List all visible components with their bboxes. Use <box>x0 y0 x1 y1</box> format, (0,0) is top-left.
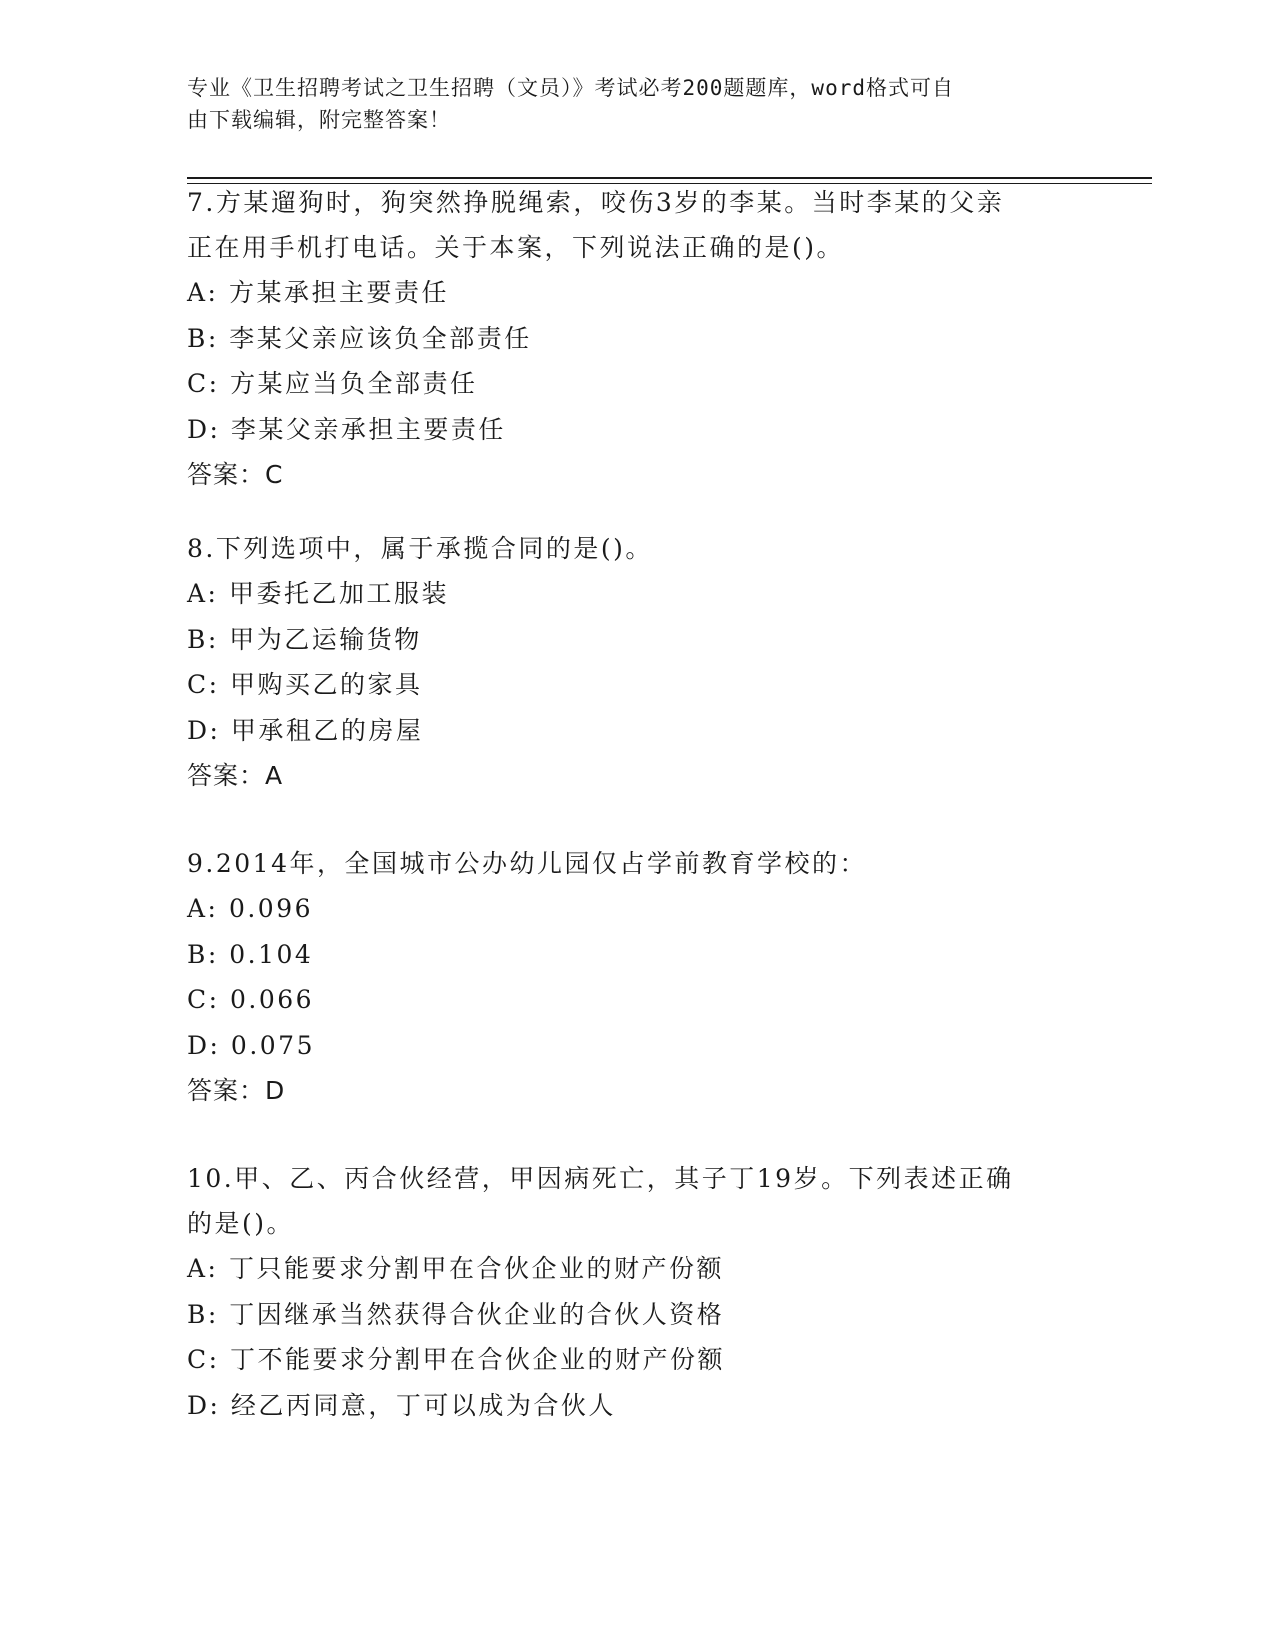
option-text: 0.104 <box>229 939 314 969</box>
question-8 <box>187 526 1067 799</box>
option-key: B: <box>187 939 219 969</box>
option-key: A: <box>187 278 219 307</box>
option-c <box>187 1337 1067 1383</box>
option-text: 甲为乙运输货物 <box>229 624 422 654</box>
option-text: 李某父亲承担主要责任 <box>230 414 506 444</box>
option-key: C: <box>187 1345 220 1374</box>
option-text: 0.066 <box>230 985 315 1014</box>
option-text: 0.075 <box>230 1030 315 1060</box>
answer-line: 答案：D <box>187 1076 286 1105</box>
document-header <box>187 72 1067 136</box>
option-c <box>187 662 1067 708</box>
option-key: B: <box>187 1299 219 1329</box>
option-key: B: <box>187 624 219 654</box>
option-key: C: <box>187 369 220 398</box>
question-stem-line: 8.下列选项中，属于承揽合同的是()。 <box>187 534 653 563</box>
header-line-2: 由下载编辑，附完整答案！ <box>187 108 451 132</box>
option-b <box>187 316 1067 362</box>
option-text: 方某承担主要责任 <box>228 278 449 307</box>
option-d <box>187 1383 1067 1429</box>
question-stem-line: 的是()。 <box>187 1209 295 1238</box>
answer-line: 答案：C <box>187 460 284 489</box>
option-key: C: <box>187 670 220 699</box>
option-text: 0.096 <box>228 894 314 923</box>
option-b <box>187 1292 1067 1338</box>
option-key: D: <box>187 414 221 444</box>
option-text: 丁因继承当然获得合伙企业的合伙人资格 <box>229 1299 725 1329</box>
option-a <box>187 270 1067 316</box>
option-key: A: <box>187 579 219 608</box>
option-text: 经乙丙同意，丁可以成为合伙人 <box>230 1390 616 1420</box>
option-b <box>187 932 1067 978</box>
question-stem-line: 10.甲、乙、丙合伙经营，甲因病死亡，其子丁19岁。下列表述正确 <box>187 1164 1014 1193</box>
option-c <box>187 977 1067 1023</box>
option-text: 丁不能要求分割甲在合伙企业的财产份额 <box>230 1345 726 1374</box>
question-stem-line: 9.2014年，全国城市公办幼儿园仅占学前教育学校的： <box>187 849 867 878</box>
option-a <box>187 886 1067 932</box>
option-d <box>187 1023 1067 1069</box>
option-text: 甲委托乙加工服装 <box>228 579 449 608</box>
option-text: 丁只能要求分割甲在合伙企业的财产份额 <box>228 1254 724 1283</box>
header-divider-thick <box>187 177 1152 179</box>
question-stem-line: 正在用手机打电话。关于本案，下列说法正确的是()。 <box>187 233 845 262</box>
question-9 <box>187 841 1067 1114</box>
option-key: A: <box>187 894 219 923</box>
option-c <box>187 361 1067 407</box>
option-a <box>187 571 1067 617</box>
answer-line: 答案：A <box>187 761 284 790</box>
option-text: 方某应当负全部责任 <box>230 369 478 398</box>
question-7 <box>187 180 1067 498</box>
option-d <box>187 708 1067 754</box>
option-key: B: <box>187 323 219 353</box>
option-b <box>187 617 1067 663</box>
question-stem-line: 7.方某遛狗时，狗突然挣脱绳索，咬伤3岁的李某。当时李某的父亲 <box>187 188 1005 217</box>
question-10 <box>187 1156 1067 1428</box>
header-line-1: 专业《卫生招聘考试之卫生招聘（文员）》考试必考200题题库，word格式可自 <box>187 76 954 100</box>
option-a <box>187 1246 1067 1292</box>
option-key: D: <box>187 715 221 745</box>
option-text: 甲购买乙的家具 <box>230 670 423 699</box>
option-d <box>187 407 1067 453</box>
option-key: A: <box>187 1254 219 1283</box>
option-key: C: <box>187 985 220 1014</box>
option-key: D: <box>187 1390 221 1420</box>
option-key: D: <box>187 1030 221 1060</box>
option-text: 李某父亲应该负全部责任 <box>229 323 532 353</box>
option-text: 甲承租乙的房屋 <box>230 715 424 745</box>
